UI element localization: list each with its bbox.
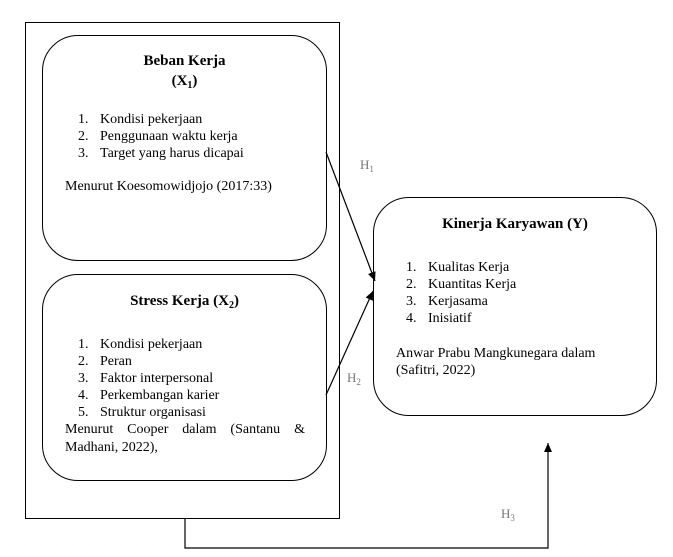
stress-kerja-variable-close: ) (233, 293, 239, 309)
list-item-number: 4. (406, 311, 417, 326)
beban-kerja-source: Menurut Koesomowidjojo (2017:33) (65, 179, 272, 194)
h2-label-sub: 2 (356, 377, 361, 387)
stress-kerja-variable-sub: 2 (228, 300, 234, 311)
stress-kerja-source-line2: Madhani, 2022), (65, 440, 158, 455)
list-item-number: 1. (406, 260, 417, 275)
beban-kerja-title-text: Beban Kerja (143, 53, 226, 69)
kinerja-karyawan-variable-close: ) (582, 216, 588, 232)
h3-label-main: H (501, 506, 511, 521)
list-item-number: 2. (78, 129, 89, 144)
stress-kerja-title-text: Stress Kerja (X (130, 293, 229, 309)
h1-label (360, 157, 374, 173)
list-item-label: Target yang harus dicapai (100, 146, 244, 161)
h3-label (501, 506, 515, 522)
h1-label-main: H (360, 157, 370, 172)
list-item-label: Kuantitas Kerja (428, 277, 517, 292)
list-item-label: Kualitas Kerja (428, 260, 510, 275)
beban-kerja-variable-open: (X (171, 73, 188, 89)
list-item-label: Peran (100, 354, 132, 369)
h1-label-sub: 1 (369, 164, 374, 174)
list-item-label: Penggunaan waktu kerja (100, 129, 238, 144)
beban-kerja-variable-sub: 1 (187, 80, 193, 91)
list-item-number: 2. (406, 277, 417, 292)
list-item-label: Struktur organisasi (100, 405, 206, 420)
list-item-label: Inisiatif (428, 311, 472, 326)
list-item-label: Kondisi pekerjaan (100, 337, 203, 352)
list-item-number: 4. (78, 388, 89, 403)
list-item-label: Perkembangan karier (100, 388, 220, 403)
stress-kerja-source-line1: Menurut Cooper dalam (Santanu & (65, 422, 305, 437)
list-item-number: 3. (406, 294, 417, 309)
list-item-number: 3. (78, 146, 89, 161)
h3-arrow (185, 443, 548, 548)
list-item-label: Kondisi pekerjaan (100, 112, 203, 127)
h2-label-main: H (347, 370, 357, 385)
kinerja-karyawan-source-line1: Anwar Prabu Mangkunegara dalam (396, 346, 596, 361)
list-item-label: Kerjasama (428, 294, 488, 309)
kinerja-karyawan-source-line2: (Safitri, 2022) (396, 363, 476, 378)
kinerja-karyawan-title-text: Kinerja Karyawan (Y (442, 216, 583, 232)
list-item-label: Faktor interpersonal (100, 371, 214, 386)
list-item-number: 3. (78, 371, 89, 386)
h3-label-sub: 3 (510, 513, 515, 523)
list-item-number: 1. (78, 112, 89, 127)
list-item-number: 1. (78, 337, 89, 352)
beban-kerja-variable-close: ) (192, 73, 198, 89)
h2-label (347, 370, 361, 386)
list-item-number: 2. (78, 354, 89, 369)
list-item-number: 5. (78, 405, 89, 420)
